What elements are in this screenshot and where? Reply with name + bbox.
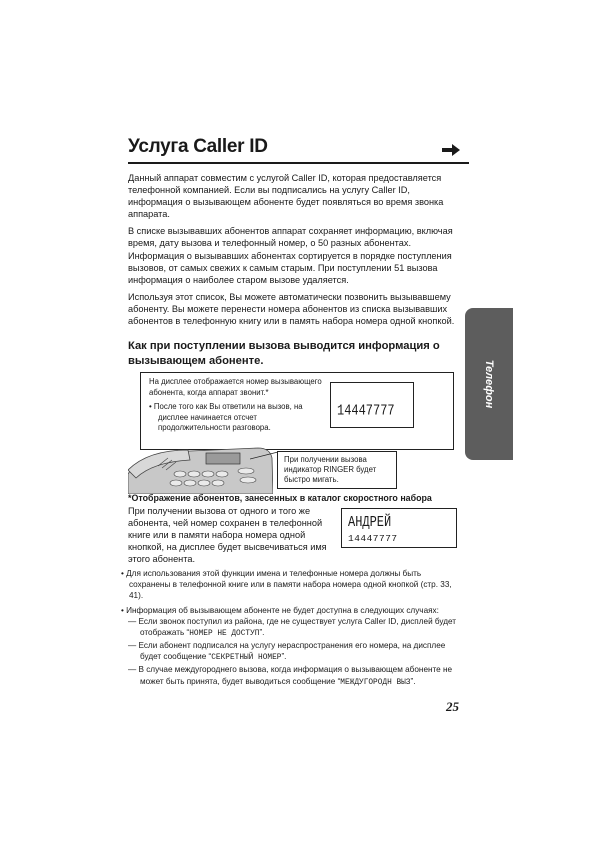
note-phonebook bbox=[121, 568, 461, 601]
callout-text bbox=[149, 377, 327, 438]
section-tab-label: Телефон bbox=[483, 359, 495, 409]
intro-paragraph-1: Данный аппарат совместим с услугой Caller ID, которая предоставляется телефонной компанией. Если вы подписались на услугу Caller ID, информация о вызывающем абоненте будет появляться во время звонка аппарата. bbox=[128, 173, 444, 220]
note-dash-2: — Если абонент подписался на услугу нераспространения его номера, на дисплее будет сообщение “СЕКРЕТНЫЙ НОМЕР”. bbox=[128, 641, 446, 663]
pointer-line bbox=[250, 448, 280, 460]
continue-arrow-icon bbox=[441, 143, 461, 157]
note-unavailable bbox=[121, 605, 461, 689]
display-caller-number: 14447777 bbox=[348, 533, 398, 544]
note-1: • Для использования этой функции имена и телефонные номера должны быть сохранены в телефонной книге или в памяти набора номера одной кнопкой (стр. 33, 41). bbox=[121, 569, 452, 601]
callout-line-2: • После того как Вы ответили на вызов, на дисплее начинается отсчет продолжительности разговора. bbox=[149, 402, 303, 432]
intro-text bbox=[128, 172, 458, 332]
note-dash-1: — Если звонок поступил из района, где не существует услуга Caller ID, дисплей будет отображать “НОМЕР НЕ ДОСТУП”. bbox=[128, 617, 457, 639]
section-subheading: Как при поступлении вызова выводится информация о вызывающем абоненте. bbox=[128, 340, 440, 367]
lcd-display-number bbox=[330, 382, 414, 428]
lcd-display-name bbox=[341, 508, 457, 548]
page-number: 25 bbox=[446, 699, 459, 714]
callout-line-1: На дисплее отображается номер вызывающего абонента, когда аппарат звонит.* bbox=[149, 377, 322, 397]
section-tab bbox=[465, 308, 513, 460]
ringer-callout: При получении вызова индикатор RINGER будет быстро мигать. bbox=[277, 451, 397, 489]
intro-paragraph-2: В списке вызывавших абонентов аппарат сохраняет информацию, включая время, дату вызова и телефонный номер, о 50 разных абонентах. Информация о вызывавших абонентах сортируется в порядке поступления вызовов, от самых свежих к самым старым. При поступлении 51 вызова информация о наиболее старом вызове удаляется. bbox=[128, 226, 453, 285]
note-dash-3: — В случае междугороднего вызова, когда информация о вызывающем абоненте не может быть принята, будет выводиться сообщение “МЕЖДУГОРОДН ВЫЗ”. bbox=[128, 665, 453, 687]
intro-paragraph-3: Используя этот список, Вы можете автоматически позвонить вызывавшему абоненту. Вы можете перенести номера абонентов из списка вызывавших абонентов в телефонную книгу или в память набора номера одной кнопкой. bbox=[128, 291, 455, 327]
display-caller-name: АНДРЕЙ bbox=[348, 514, 392, 531]
speed-dial-text: При получении вызова от одного и того же абонента, чей номер сохранен в телефонной книге или в памяти набора номера одной кнопкой, на дисплее будет высвечиваться имя этого абонента. bbox=[128, 506, 327, 565]
note-2: • Информация об вызывающем абоненте не будет доступна в следующих случаях: bbox=[121, 606, 439, 615]
display-number: 14447777 bbox=[337, 402, 395, 420]
page-title: Услуга Caller ID bbox=[128, 136, 268, 157]
speed-dial-heading: *Отображение абонентов, занесенных в каталог скоростного набора bbox=[128, 493, 432, 503]
title-underline bbox=[128, 162, 469, 164]
